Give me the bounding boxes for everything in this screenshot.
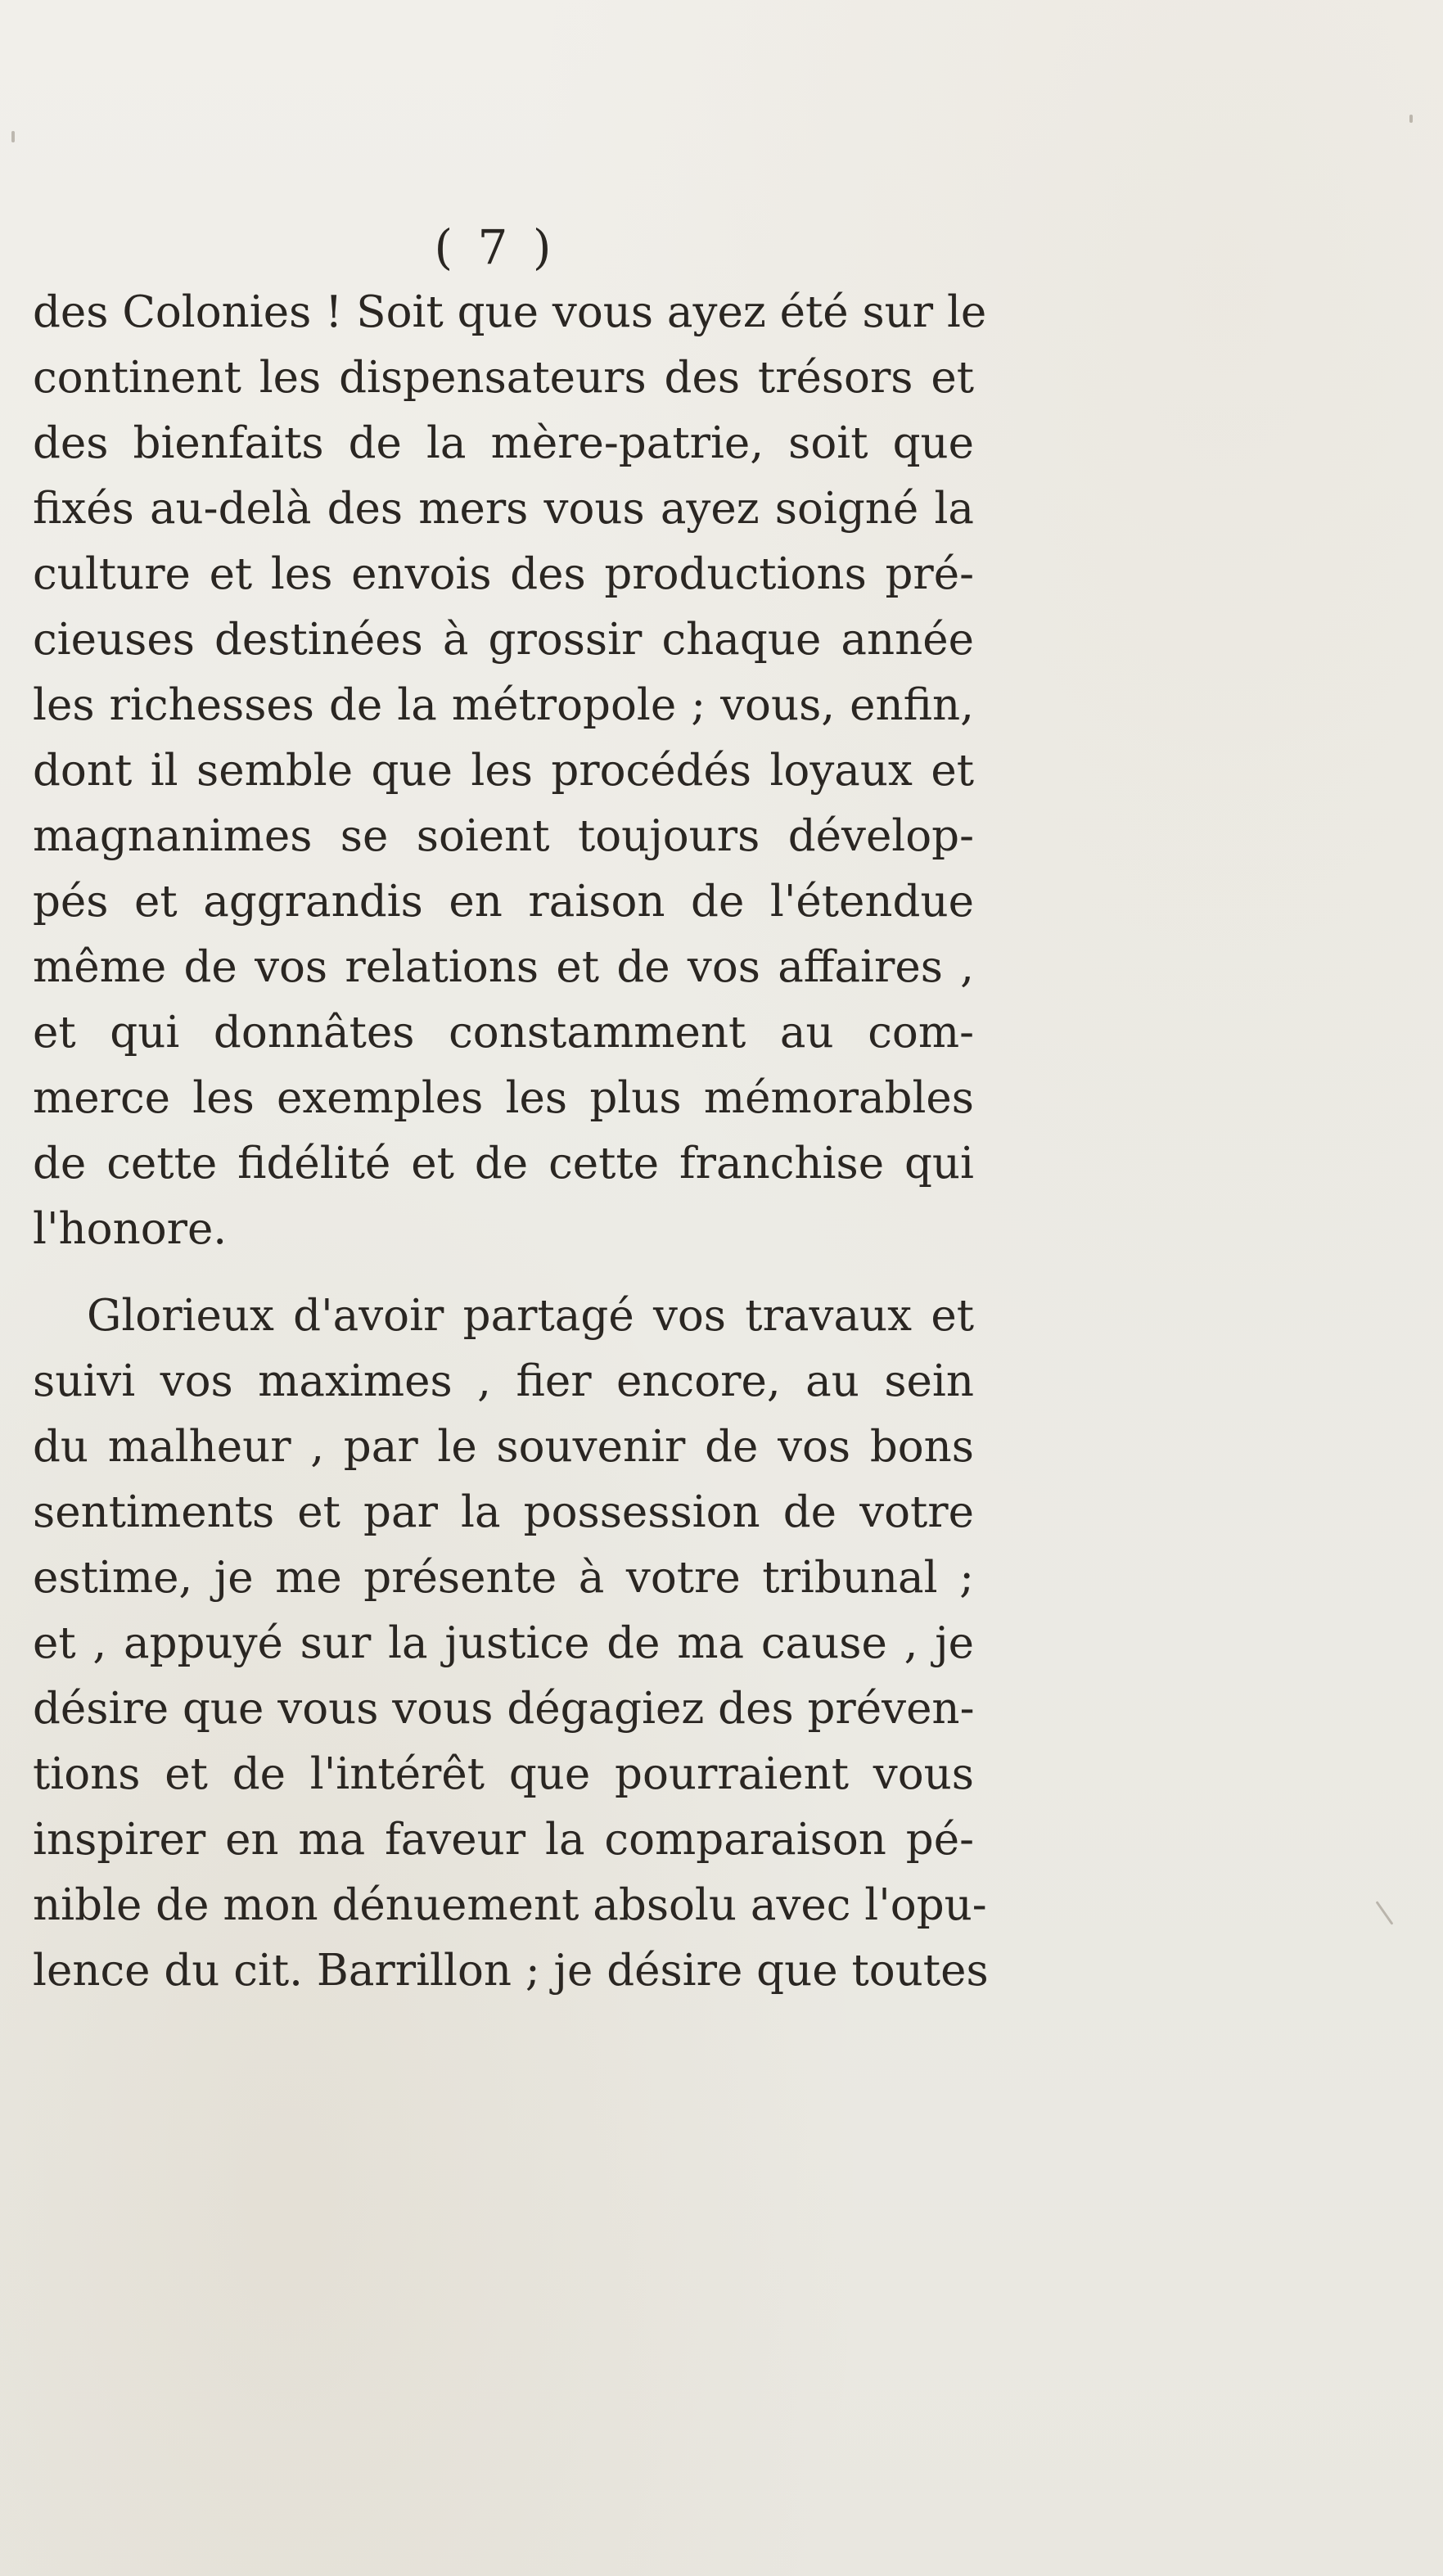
text-line: des Colonies ! Soit que vous ayez été sur le bbox=[33, 287, 987, 337]
text-line: de cette fidélité et de cette franchise qui bbox=[33, 1139, 974, 1189]
text-line: sentiments et par la possession de votre bbox=[33, 1487, 974, 1537]
text-line: tions et de l'intérêt que pourraient vous bbox=[33, 1749, 974, 1799]
text-line: dont il semble que les procédés loyaux et bbox=[33, 746, 974, 796]
text-line: lence du cit. Barrillon ; je désire que toutes bbox=[33, 1946, 989, 1996]
text-line: fixés au-delà des mers vous ayez soigné la bbox=[33, 484, 974, 534]
text-line: nible de mon dénuement absolu avec l'opu- bbox=[33, 1880, 987, 1930]
text-line: l'honore. bbox=[33, 1204, 228, 1254]
text-line: cieuses destinées à grossir chaque année bbox=[33, 615, 974, 665]
text-line: continent les dispensateurs des trésors et bbox=[33, 353, 974, 403]
text-line: merce les exemples les plus mémorables bbox=[33, 1073, 974, 1123]
text-line: et qui donnâtes constamment au com- bbox=[33, 1008, 974, 1058]
body-text bbox=[33, 280, 989, 2004]
text-line: Glorieux d'avoir partagé vos travaux et bbox=[87, 1291, 974, 1341]
text-line: estime, je me présente à votre tribunal ; bbox=[33, 1553, 974, 1603]
text-line: désire que vous vous dégagiez des préven- bbox=[33, 1684, 975, 1734]
paper-speck bbox=[1376, 1901, 1394, 1925]
text-line: inspirer en ma faveur la comparaison pé- bbox=[33, 1815, 974, 1865]
text-line: même de vos relations et de vos affaires , bbox=[33, 942, 974, 992]
text-line: et , appuyé sur la justice de ma cause , je bbox=[33, 1618, 974, 1668]
paragraph-gap bbox=[33, 1262, 974, 1283]
text-line: les richesses de la métropole ; vous, enfin, bbox=[33, 680, 974, 730]
text-line: du malheur , par le souvenir de vos bons bbox=[33, 1422, 974, 1472]
paper-speck bbox=[11, 131, 15, 142]
paragraph-1 bbox=[33, 280, 987, 1262]
text-line: magnanimes se soient toujours dévelop- bbox=[33, 811, 974, 861]
text-line: pés et aggrandis en raison de l'étendue bbox=[33, 877, 974, 927]
paper-speck bbox=[1409, 115, 1413, 123]
text-line: culture et les envois des productions pré- bbox=[33, 549, 974, 599]
text-line: des bienfaits de la mère-patrie, soit que bbox=[33, 418, 974, 468]
paragraph-2 bbox=[33, 1283, 989, 2004]
text-line: suivi vos maximes , fier encore, au sein bbox=[33, 1356, 974, 1406]
page-number: ( 7 ) bbox=[434, 219, 557, 275]
